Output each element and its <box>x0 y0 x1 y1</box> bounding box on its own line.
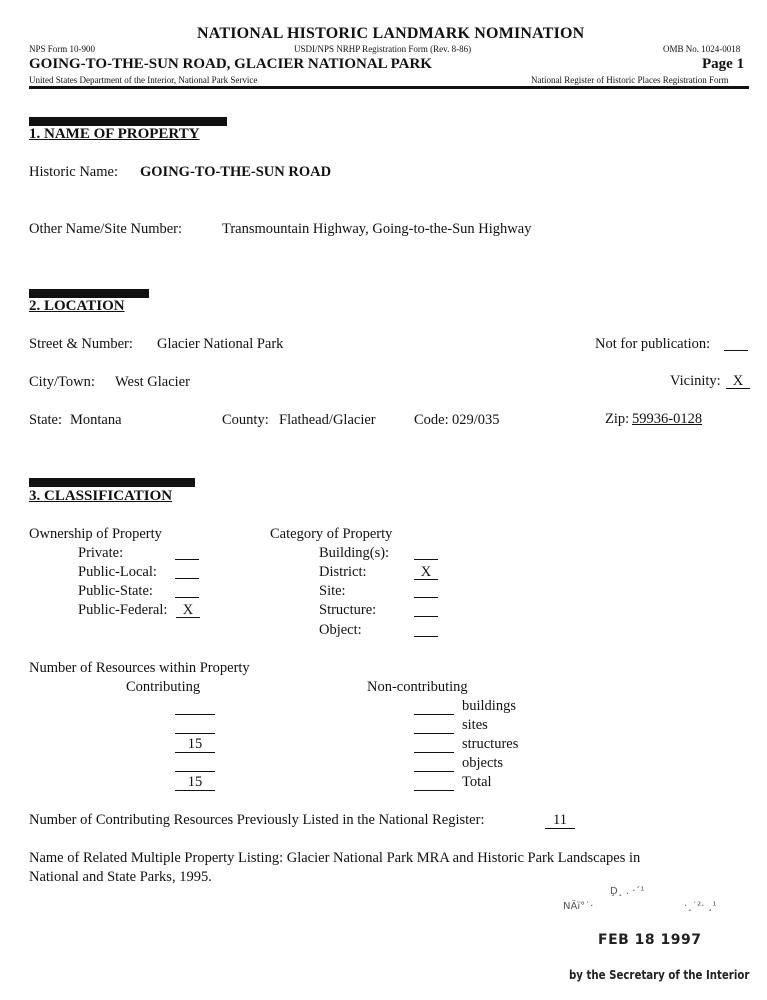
category-structure-field[interactable] <box>414 602 438 622</box>
stamp-signed-by: by the Secretary of the Interior <box>569 968 750 982</box>
category-site-field[interactable] <box>414 583 438 603</box>
resource-total-noncontributing[interactable] <box>414 774 454 791</box>
section2-bar <box>29 289 149 298</box>
not-for-publication-label: Not for publication: <box>595 336 711 352</box>
resource-buildings-type: buildings <box>462 698 516 714</box>
stamp-date: FEB 18 1997 <box>598 932 702 948</box>
resource-total-type: Total <box>462 774 492 790</box>
section1-bar <box>29 117 227 126</box>
resource-sites-contributing[interactable] <box>175 717 215 734</box>
historic-name-label: Historic Name: <box>29 164 118 180</box>
category-district-field[interactable]: X <box>414 564 438 581</box>
ownership-public-federal-field[interactable]: X <box>176 602 200 619</box>
resource-objects-contributing[interactable] <box>175 755 215 772</box>
other-name-label: Other Name/Site Number: <box>29 221 183 237</box>
zip-label: Zip: <box>605 411 630 427</box>
category-object-label: Object: <box>319 622 362 638</box>
noncontributing-heading: Non-contributing <box>367 679 468 695</box>
vicinity-field[interactable]: X <box>726 373 750 390</box>
previously-listed-value[interactable]: 11 <box>545 812 575 829</box>
category-building-field[interactable] <box>414 545 438 565</box>
property-title: GOING-TO-THE-SUN ROAD, GLACIER NATIONAL PARK <box>29 56 432 72</box>
header-rule <box>29 86 749 89</box>
category-structure-label: Structure: <box>319 602 377 618</box>
received-stamp-line2: NÄï°˙· <box>563 901 594 912</box>
department-name: United States Department of the Interior, National Park Service <box>29 75 258 85</box>
county-value: Flathead/Glacier <box>279 412 376 428</box>
resource-objects-noncontributing[interactable] <box>414 755 454 772</box>
code-value: 029/035 <box>452 412 500 428</box>
resource-structures-contributing[interactable]: 15 <box>175 736 215 753</box>
category-heading: Category of Property <box>270 526 393 542</box>
ownership-public-local-field[interactable] <box>175 564 199 584</box>
historic-name-value: GOING-TO-THE-SUN ROAD <box>140 164 332 180</box>
omb-number: OMB No. 1024-0018 <box>663 44 741 54</box>
category-site-label: Site: <box>319 583 346 599</box>
ownership-private-field[interactable] <box>175 545 199 565</box>
ownership-public-state-label: Public-State: <box>78 583 153 599</box>
register-form-name: National Register of Historic Places Registration Form <box>531 75 729 85</box>
registration-form-rev: USDI/NPS NRHP Registration Form (Rev. 8-86) <box>294 44 472 54</box>
page-number: Page 1 <box>702 56 745 72</box>
state-value: Montana <box>70 412 122 428</box>
category-object-field[interactable] <box>414 622 438 642</box>
state-label: State: <box>29 412 63 428</box>
resource-buildings-contributing[interactable] <box>175 698 215 715</box>
section3-bar <box>29 478 195 487</box>
form-number: NPS Form 10-900 <box>29 44 96 54</box>
resource-total-contributing[interactable]: 15 <box>175 774 215 791</box>
other-name-value: Transmountain Highway, Going-to-the-Sun Highway <box>222 221 532 237</box>
city-label: City/Town: <box>29 374 95 390</box>
section3-heading: 3. CLASSIFICATION <box>29 488 173 504</box>
city-value: West Glacier <box>115 374 190 390</box>
category-building-label: Building(s): <box>319 545 390 561</box>
category-district-label: District: <box>319 564 367 580</box>
vicinity-label: Vicinity: <box>670 373 721 389</box>
street-label: Street & Number: <box>29 336 133 352</box>
resource-objects-type: objects <box>462 755 504 771</box>
related-listing-line1: Name of Related Multiple Property Listing: Glacier National Park MRA and Historic Park Landscapes in <box>29 850 641 866</box>
section2-heading: 2. LOCATION <box>29 298 125 314</box>
form-title: NATIONAL HISTORIC LANDMARK NOMINATION <box>197 25 585 42</box>
street-value: Glacier National Park <box>157 336 284 352</box>
resource-sites-noncontributing[interactable] <box>414 717 454 734</box>
ownership-public-state-field[interactable] <box>175 583 199 603</box>
ownership-private-label: Private: <box>78 545 124 561</box>
contributing-heading: Contributing <box>126 679 201 695</box>
received-stamp-line1: Ḑ¸ . ·´¹ <box>610 886 645 897</box>
ownership-public-local-label: Public-Local: <box>78 564 157 580</box>
resource-buildings-noncontributing[interactable] <box>414 698 454 715</box>
county-label: County: <box>222 412 269 428</box>
resource-structures-type: structures <box>462 736 519 752</box>
not-for-publication-field[interactable] <box>724 336 748 356</box>
ownership-heading: Ownership of Property <box>29 526 162 542</box>
ownership-public-federal-label: Public-Federal: <box>78 602 168 618</box>
code-label: Code: <box>414 412 449 428</box>
previously-listed-label: Number of Contributing Resources Previously Listed in the National Register: <box>29 812 485 828</box>
zip-value: 59936-0128 <box>632 411 703 427</box>
section1-heading: 1. NAME OF PROPERTY <box>29 126 200 142</box>
resources-heading: Number of Resources within Property <box>29 660 250 676</box>
related-listing-line2: National and State Parks, 1995. <box>29 869 212 885</box>
received-stamp-line3: ·¸˙²· ¸¹ <box>684 901 717 912</box>
resource-structures-noncontributing[interactable] <box>414 736 454 753</box>
resource-sites-type: sites <box>462 717 488 733</box>
